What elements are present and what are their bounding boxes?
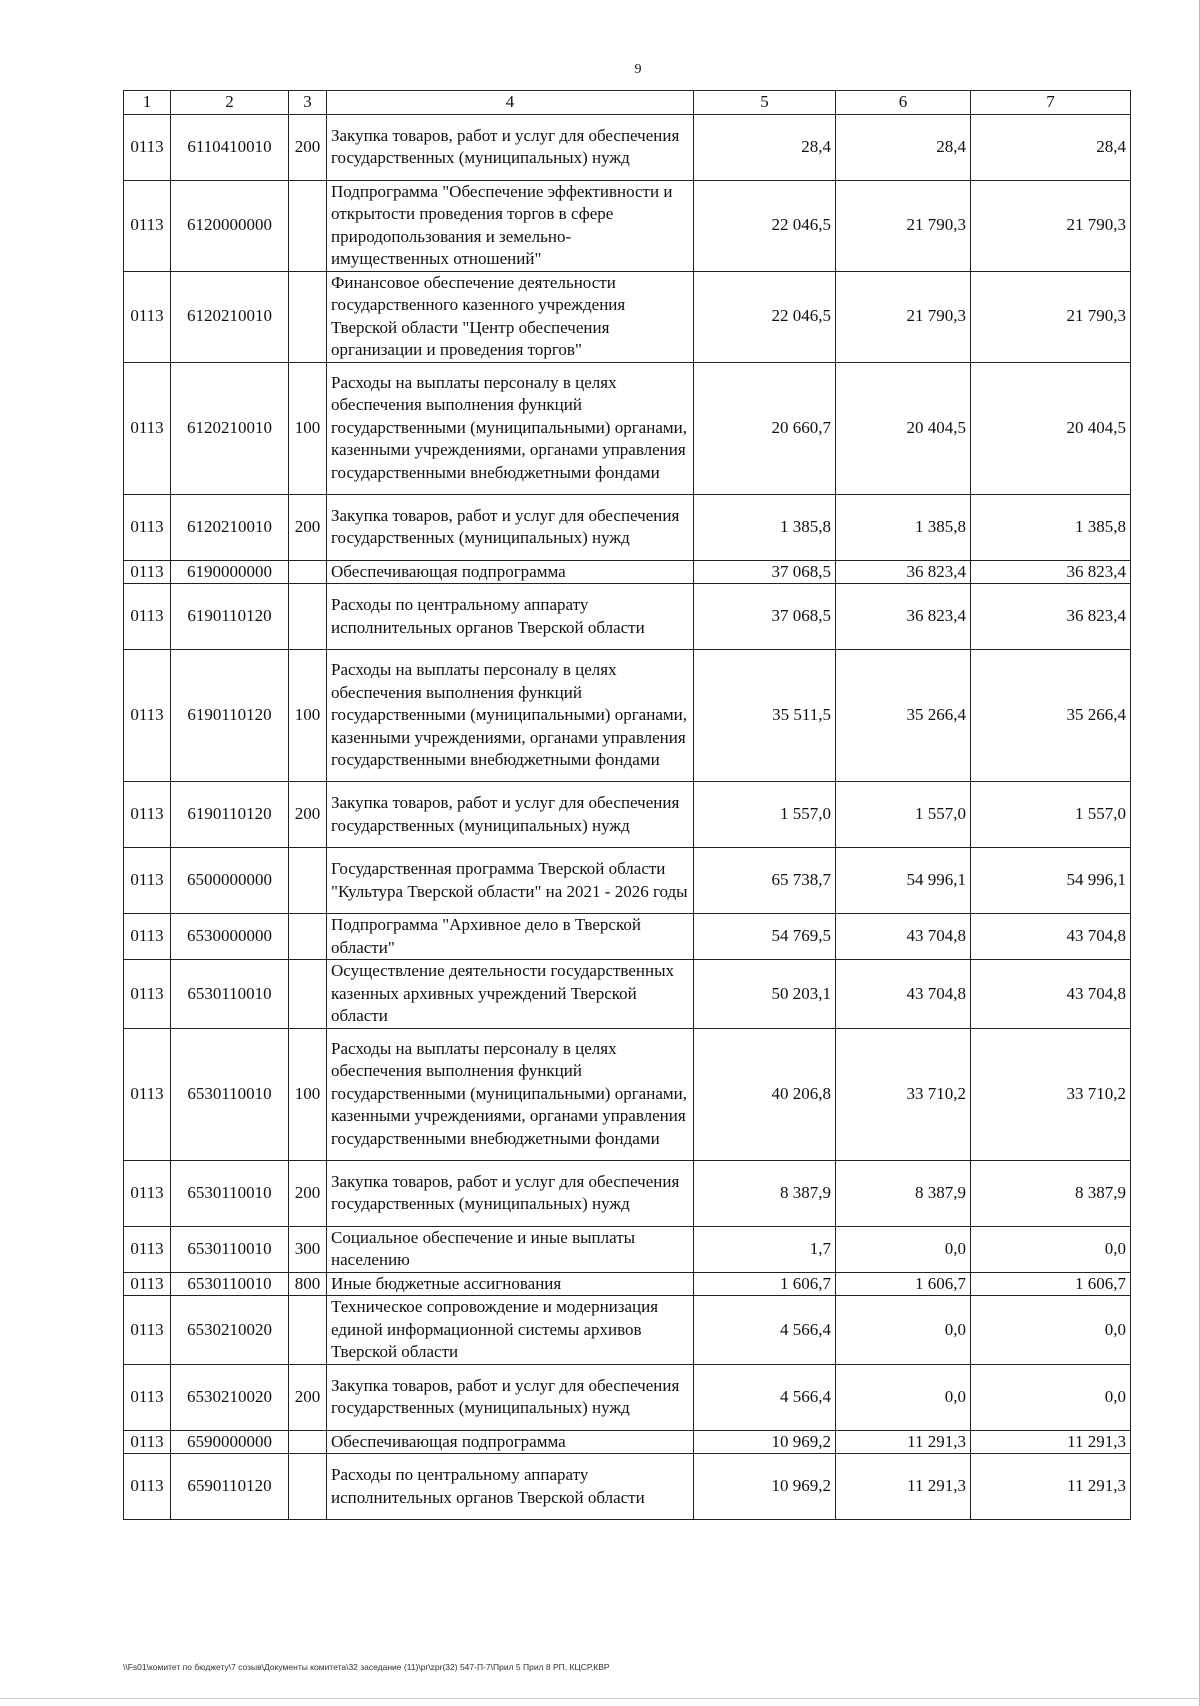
cell-target-article: 6590110120 [171,1454,289,1520]
cell-amount-col7: 36 823,4 [971,584,1131,650]
table-row [124,560,1131,584]
cell-description: Расходы по центральному аппарату исполнительных органов Тверской области [327,1454,694,1520]
cell-amount-col5: 35 511,5 [694,650,836,782]
cell-expense-type [289,271,327,362]
cell-expense-type [289,960,327,1029]
cell-target-article: 6590000000 [171,1430,289,1454]
cell-amount-col5: 4 566,4 [694,1364,836,1430]
cell-amount-col6: 0,0 [836,1364,971,1430]
cell-section-code: 0113 [124,1454,171,1520]
cell-expense-type [289,560,327,584]
cell-amount-col7: 0,0 [971,1364,1131,1430]
cell-expense-type: 100 [289,1028,327,1160]
cell-description: Закупка товаров, работ и услуг для обеспечения государственных (муниципальных) нужд [327,1160,694,1226]
cell-description: Обеспечивающая подпрограмма [327,1430,694,1454]
cell-amount-col7: 35 266,4 [971,650,1131,782]
cell-description: Финансовое обеспечение деятельности государственного казенного учреждения Тверской области "Центр обеспечения организации и проведения торгов" [327,271,694,362]
cell-amount-col6: 0,0 [836,1226,971,1272]
cell-amount-col7: 1 606,7 [971,1272,1131,1296]
table-row [124,584,1131,650]
cell-section-code: 0113 [124,1028,171,1160]
cell-amount-col7: 1 557,0 [971,782,1131,848]
cell-section-code: 0113 [124,1160,171,1226]
table-row [124,1160,1131,1226]
cell-section-code: 0113 [124,362,171,494]
cell-amount-col5: 50 203,1 [694,960,836,1029]
header-col-2: 2 [171,91,289,115]
cell-amount-col5: 1 557,0 [694,782,836,848]
cell-section-code: 0113 [124,1272,171,1296]
table-row [124,960,1131,1029]
header-col-1: 1 [124,91,171,115]
cell-expense-type [289,1296,327,1365]
cell-section-code: 0113 [124,914,171,960]
cell-amount-col7: 0,0 [971,1296,1131,1365]
cell-amount-col6: 11 291,3 [836,1430,971,1454]
cell-section-code: 0113 [124,650,171,782]
table-header-row [124,91,1131,115]
cell-amount-col6: 1 606,7 [836,1272,971,1296]
cell-description: Социальное обеспечение и иные выплаты населению [327,1226,694,1272]
cell-section-code: 0113 [124,848,171,914]
cell-amount-col7: 0,0 [971,1226,1131,1272]
cell-target-article: 6190000000 [171,560,289,584]
table-row [124,271,1131,362]
cell-amount-col6: 11 291,3 [836,1454,971,1520]
cell-amount-col6: 43 704,8 [836,960,971,1029]
cell-section-code: 0113 [124,271,171,362]
cell-expense-type [289,848,327,914]
cell-section-code: 0113 [124,782,171,848]
cell-section-code: 0113 [124,180,171,271]
cell-amount-col6: 28,4 [836,114,971,180]
cell-amount-col6: 20 404,5 [836,362,971,494]
cell-amount-col6: 35 266,4 [836,650,971,782]
cell-amount-col7: 21 790,3 [971,180,1131,271]
cell-expense-type [289,1454,327,1520]
cell-target-article: 6530110010 [171,1160,289,1226]
cell-amount-col7: 11 291,3 [971,1454,1131,1520]
header-col-6: 6 [836,91,971,115]
cell-description: Осуществление деятельности государственных казенных архивных учреждений Тверской области [327,960,694,1029]
cell-expense-type [289,914,327,960]
cell-expense-type [289,584,327,650]
cell-amount-col6: 21 790,3 [836,271,971,362]
table-row [124,650,1131,782]
cell-amount-col6: 43 704,8 [836,914,971,960]
cell-amount-col5: 65 738,7 [694,848,836,914]
cell-description: Закупка товаров, работ и услуг для обеспечения государственных (муниципальных) нужд [327,494,694,560]
cell-amount-col7: 11 291,3 [971,1430,1131,1454]
table-row [124,848,1131,914]
cell-amount-col5: 4 566,4 [694,1296,836,1365]
cell-expense-type: 200 [289,1364,327,1430]
cell-expense-type: 100 [289,362,327,494]
cell-description: Расходы на выплаты персоналу в целях обеспечения выполнения функций государственными (муниципальными) органами, казенными учреждениями, органами управления государственными внебюджетными фондами [327,362,694,494]
cell-target-article: 6530110010 [171,1272,289,1296]
header-col-7: 7 [971,91,1131,115]
cell-amount-col5: 54 769,5 [694,914,836,960]
cell-amount-col5: 28,4 [694,114,836,180]
table-row [124,114,1131,180]
cell-amount-col6: 8 387,9 [836,1160,971,1226]
header-col-4: 4 [327,91,694,115]
cell-target-article: 6530110010 [171,960,289,1029]
table-row [124,1272,1131,1296]
cell-amount-col5: 1,7 [694,1226,836,1272]
cell-description: Техническое сопровождение и модернизация единой информационной системы архивов Тверской области [327,1296,694,1365]
table-row [124,914,1131,960]
budget-table [123,90,1131,1520]
cell-amount-col7: 54 996,1 [971,848,1131,914]
cell-target-article: 6120210010 [171,271,289,362]
cell-description: Расходы на выплаты персоналу в целях обеспечения выполнения функций государственными (муниципальными) органами, казенными учреждениями, органами управления государственными внебюджетными фондами [327,1028,694,1160]
cell-expense-type: 100 [289,650,327,782]
cell-description: Подпрограмма "Обеспечение эффективности и открытости проведения торгов в сфере природопользования и земельно-имущественных отношений" [327,180,694,271]
cell-section-code: 0113 [124,584,171,650]
cell-description: Государственная программа Тверской области "Культура Тверской области" на 2021 - 2026 годы [327,848,694,914]
cell-target-article: 6530110010 [171,1226,289,1272]
cell-amount-col5: 22 046,5 [694,271,836,362]
cell-amount-col7: 21 790,3 [971,271,1131,362]
cell-target-article: 6530210020 [171,1364,289,1430]
cell-section-code: 0113 [124,1364,171,1430]
cell-target-article: 6530110010 [171,1028,289,1160]
cell-section-code: 0113 [124,1226,171,1272]
cell-target-article: 6120000000 [171,180,289,271]
cell-target-article: 6500000000 [171,848,289,914]
table-row [124,1364,1131,1430]
cell-description: Закупка товаров, работ и услуг для обеспечения государственных (муниципальных) нужд [327,114,694,180]
cell-amount-col7: 43 704,8 [971,914,1131,960]
cell-target-article: 6190110120 [171,782,289,848]
cell-expense-type [289,180,327,271]
cell-section-code: 0113 [124,960,171,1029]
header-col-5: 5 [694,91,836,115]
cell-amount-col7: 36 823,4 [971,560,1131,584]
cell-description: Закупка товаров, работ и услуг для обеспечения государственных (муниципальных) нужд [327,1364,694,1430]
cell-expense-type: 200 [289,782,327,848]
cell-amount-col5: 1 606,7 [694,1272,836,1296]
cell-expense-type: 300 [289,1226,327,1272]
cell-amount-col5: 8 387,9 [694,1160,836,1226]
cell-description: Обеспечивающая подпрограмма [327,560,694,584]
cell-amount-col5: 10 969,2 [694,1430,836,1454]
cell-description: Расходы на выплаты персоналу в целях обеспечения выполнения функций государственными (муниципальными) органами, казенными учреждениями, органами управления государственными внебюджетными фондами [327,650,694,782]
cell-section-code: 0113 [124,494,171,560]
cell-amount-col7: 8 387,9 [971,1160,1131,1226]
cell-amount-col7: 43 704,8 [971,960,1131,1029]
cell-amount-col6: 21 790,3 [836,180,971,271]
header-col-3: 3 [289,91,327,115]
cell-section-code: 0113 [124,560,171,584]
table-row [124,1454,1131,1520]
cell-amount-col5: 10 969,2 [694,1454,836,1520]
cell-amount-col5: 20 660,7 [694,362,836,494]
cell-target-article: 6190110120 [171,584,289,650]
cell-expense-type [289,1430,327,1454]
table-row [124,362,1131,494]
cell-target-article: 6530000000 [171,914,289,960]
cell-target-article: 6120210010 [171,362,289,494]
table-row [124,1226,1131,1272]
cell-amount-col6: 1 557,0 [836,782,971,848]
cell-target-article: 6120210010 [171,494,289,560]
cell-target-article: 6530210020 [171,1296,289,1365]
cell-expense-type: 200 [289,494,327,560]
table-row [124,494,1131,560]
cell-description: Иные бюджетные ассигнования [327,1272,694,1296]
cell-amount-col5: 40 206,8 [694,1028,836,1160]
cell-amount-col6: 36 823,4 [836,584,971,650]
cell-target-article: 6190110120 [171,650,289,782]
cell-description: Подпрограмма "Архивное дело в Тверской области" [327,914,694,960]
cell-description: Закупка товаров, работ и услуг для обеспечения государственных (муниципальных) нужд [327,782,694,848]
scan-edge-bottom [0,1698,1200,1699]
cell-amount-col6: 36 823,4 [836,560,971,584]
cell-section-code: 0113 [124,114,171,180]
table-row [124,1296,1131,1365]
cell-amount-col7: 28,4 [971,114,1131,180]
cell-amount-col5: 37 068,5 [694,560,836,584]
table-row [124,1028,1131,1160]
cell-description: Расходы по центральному аппарату исполнительных органов Тверской области [327,584,694,650]
cell-amount-col7: 1 385,8 [971,494,1131,560]
cell-amount-col5: 37 068,5 [694,584,836,650]
cell-section-code: 0113 [124,1296,171,1365]
table-row [124,782,1131,848]
table-row [124,180,1131,271]
cell-section-code: 0113 [124,1430,171,1454]
cell-expense-type: 800 [289,1272,327,1296]
table-row [124,1430,1131,1454]
cell-amount-col6: 1 385,8 [836,494,971,560]
footer-file-path: \\Fs01\комитет по бюджету\7 созыв\Документы комитета\32 заседание (11)\pr\zpr(32) 547-П-7\Прил 5 Прил 8 РП, КЦСР,КВР [123,1662,610,1672]
cell-amount-col6: 54 996,1 [836,848,971,914]
cell-amount-col6: 33 710,2 [836,1028,971,1160]
cell-amount-col7: 20 404,5 [971,362,1131,494]
cell-amount-col7: 33 710,2 [971,1028,1131,1160]
page-number: 9 [634,62,642,77]
cell-amount-col5: 22 046,5 [694,180,836,271]
cell-target-article: 6110410010 [171,114,289,180]
cell-amount-col5: 1 385,8 [694,494,836,560]
cell-expense-type: 200 [289,114,327,180]
cell-expense-type: 200 [289,1160,327,1226]
cell-amount-col6: 0,0 [836,1296,971,1365]
